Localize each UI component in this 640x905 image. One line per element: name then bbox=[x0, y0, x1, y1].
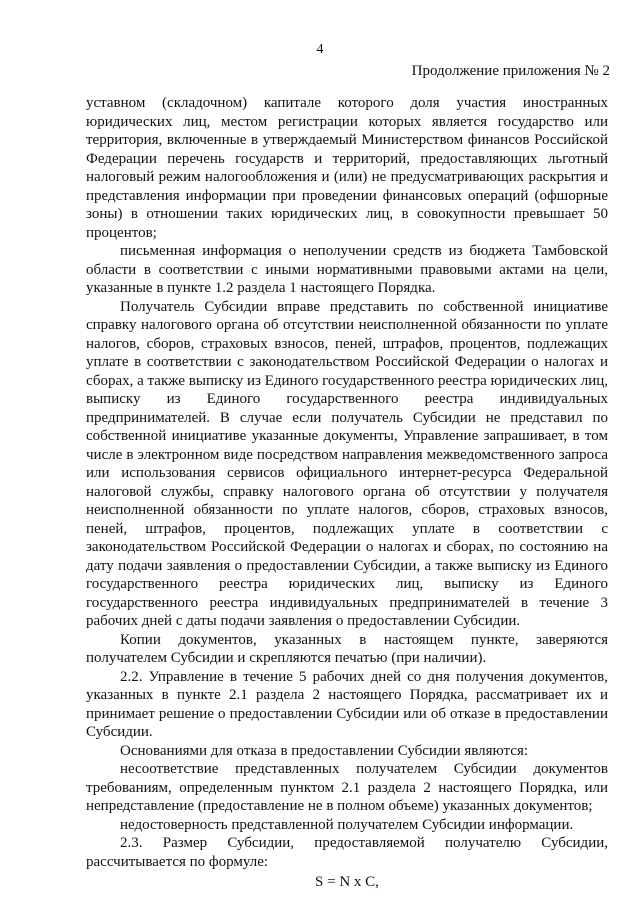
paragraph-document-copies: Копии документов, указанных в настоящем пункте, заверяются получателем Субсидии и скрепляются печатью (при наличии). bbox=[86, 631, 608, 666]
paragraph-recipient-rights: Получатель Субсидии вправе представить по собственной инициативе справку налогового органа об отсутствии неисполненной обязанности по уплате налогов, сборов, страховых взносов, пеней, штрафов, процентов, подлежащих уплате в соответствии с законодательством Российской Федерации о налогах и сборах, а также выписку из Единого государственного реестра юридических лиц, выписку из Единого государственного реестра индивидуальных предпринимателей. В случае если получатель Субсидии не представил по собственной инициативе указанные документы, Управление запрашивает, в том числе в электронном виде посредством направления межведомственного запроса или использования сервисов официального интернет-ресурса Федеральной налоговой службы, справку налогового органа об отсутствии у получателя неисполненной обязанности по уплате налогов, сборов, страховых взносов, пеней, штрафов, процентов, подлежащих уплате в соответствии с законодательством Российской Федерации о налогах и сборах, по состоянию на дату подачи заявления о предоставлении Субсидии, а также выписку из Единого государственного реестра юридических лиц, выписку из Единого государственного реестра индивидуальных предпринимателей в течение 3 рабочих дней с даты подачи заявления о предоставлении Субсидии. bbox=[86, 298, 608, 629]
paragraph-section-2-2: 2.2. Управление в течение 5 рабочих дней со дня получения документов, указанных в пункте 2.1 раздела 2 настоящего Порядка, рассматривает их и принимает решение о предоставлении Субсидии или об отказе в предоставлении Субсидии. bbox=[86, 668, 608, 740]
paragraph-nonconformity: несоответствие представленных получателем Субсидии документов требованиям, определенным пунктом 2.1 раздела 2 настоящего Порядка, или непредставление (предоставление не в полном объеме) указанных документов; bbox=[86, 761, 608, 814]
page-number: 4 bbox=[316, 42, 324, 57]
paragraph-section-2-3: 2.3. Размер Субсидии, предоставляемой получателю Субсидии, рассчитывается по формуле: bbox=[86, 835, 608, 870]
paragraph-refusal-grounds: Основаниями для отказа в предоставлении Субсидии являются: bbox=[120, 742, 529, 759]
paragraph-written-info: письменная информация о неполучении средств из бюджета Тамбовской области в соответствии с иными нормативными правовыми актами на цели, указанные в пункте 1.2 раздела 1 настоящего Порядка. bbox=[86, 243, 608, 296]
paragraph-unreliable-info: недостоверность представленной получателем Субсидии информации. bbox=[120, 816, 574, 833]
paragraph-offshore-share: уставном (складочном) капитале которого доля участия иностранных юридических лиц, местом регистрации которых является государство или территория, включенные в утверждаемый Министерством финансов Российской Федерации перечень государств и территорий, предоставляющих льготный налоговый режим налогообложения и (или) не предусматривающих раскрытия и представления информации при проведении финансовых операций (офшорные зоны) в отношении таких юридических лиц, в совокупности превышает 50 процентов; bbox=[86, 95, 608, 241]
appendix-continuation-note: Продолжение приложения № 2 bbox=[411, 63, 610, 79]
subsidy-formula: S = N x C, bbox=[315, 874, 379, 890]
document-body bbox=[86, 94, 608, 892]
